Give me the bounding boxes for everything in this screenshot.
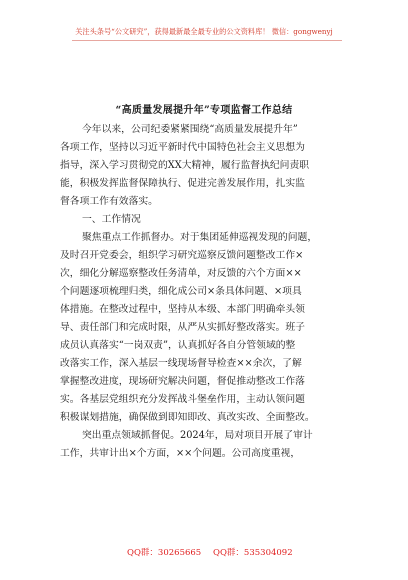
body-line: 督各项工作有效落实。 (60, 196, 158, 207)
body-line: 指导，深入学习贯彻党的XX大精神，履行监督执纪问责职 (60, 160, 310, 171)
body-line: 各项工作，坚持以习近平新时代中国特色社会主义思想为 (60, 142, 305, 153)
qq-group-2: QQ群：535304092 (213, 548, 293, 558)
body-line: 聚焦重点工作抓督办。对于集团延伸巡视发现的问题， (82, 232, 318, 243)
header-banner: 关注头条号“公文研究”，获得最新最全最专业的公文资料库！ 微信：gongwenyj (75, 27, 333, 36)
body-line: 实。各基层党组织充分发挥战斗堡垒作用，主动认领问题 (60, 394, 305, 405)
body-line: 成员认真落实“一岗双责”，认真抓好各自分管领域的整 (60, 340, 296, 351)
body-line: 体措施。在整改过程中，坚持从本级、本部门明确牵头领 (60, 304, 305, 315)
body-line: 改落实工作，深入基层一线现场督导检查××余次，了解 (60, 358, 302, 369)
body-line: 次，细化分解巡察整改任务清单，对反馈的六个方面×× (60, 268, 302, 279)
document-title: “高质量发展提升年”专项监督工作总结 (115, 105, 293, 116)
body-line: 导、责任部门和完成时限，从严从实抓好整改落实。班子 (60, 322, 305, 333)
section-heading: 一、工作情况 (82, 214, 141, 225)
body-line: 掌握整改进度，现场研究解决问题，督促推动整改工作落 (60, 376, 305, 387)
header-divider (72, 40, 342, 41)
footer-contact (0, 546, 408, 560)
body-line: 工作，共审计出×个方面，××个问题。公司高度重视， (60, 448, 301, 459)
body-line: 突出重点领域抓督促。2024年，局对项目开展了审计 (82, 430, 313, 441)
body-line: 今年以来，公司纪委紧紧围绕“高质量发展提升年” (82, 124, 298, 135)
body-line: 能，积极发挥监督保障执行、促进完善发展作用，扎实监 (60, 178, 305, 189)
body-line: 个问题逐项梳理归类，细化成公司×条具体问题、×项具 (60, 286, 302, 297)
body-line: 积极谋划措施，确保做到即知即改、真改实改、全面整改。 (60, 412, 315, 423)
qq-group-1: QQ群：30265665 (127, 548, 202, 558)
body-line: 及时召开党委会，组织学习研究巡察反馈问题整改工作× (60, 250, 304, 261)
